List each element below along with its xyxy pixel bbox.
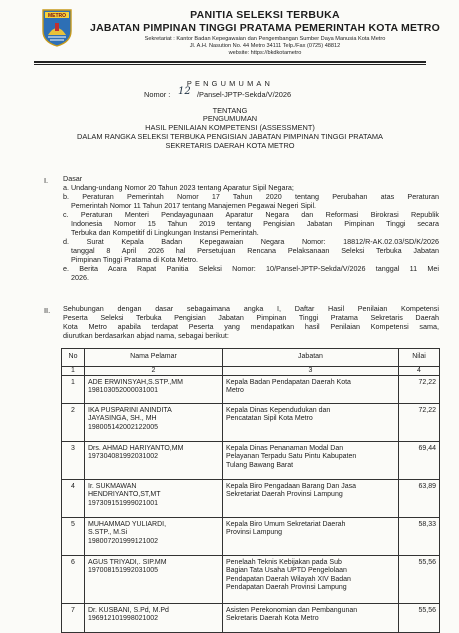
letterhead-address: Jl. A.H. Nasution No. 44 Metro 34111 Telp./Fax (0725) 48812	[189, 43, 341, 49]
candidate-name-cont: HENDRIYANTO,ST,MT	[88, 491, 161, 499]
handwritten-number: 12	[178, 86, 191, 97]
section-2-line1: Sehubungan dengan dasar sebagaimana angka I, Daftar Hasil Penilaian Kompetensi	[63, 304, 439, 313]
table-row	[62, 376, 440, 404]
table-header-row	[62, 349, 440, 367]
row-number: 7	[62, 604, 85, 633]
candidate-cell	[85, 556, 223, 604]
score: 63,89	[399, 480, 440, 518]
table-row	[62, 480, 440, 518]
candidate-nip: 197309151999021001	[88, 499, 159, 507]
position-cell	[223, 604, 399, 633]
row-number: 2	[62, 404, 85, 442]
letterhead-secretariat: Sekretariat : Kantor Badan Kepegawaian dan Pengembangan Sumber Daya Manusia Kota Metro	[144, 36, 386, 42]
table-row	[62, 604, 440, 633]
header-position: Jabatan	[223, 349, 399, 367]
candidate-cell	[85, 604, 223, 633]
header-no: No	[62, 349, 85, 367]
candidate-cell	[85, 442, 223, 480]
letterhead-title: PANITIA SELEKSI TERBUKA	[190, 9, 340, 21]
position-cell	[223, 556, 399, 604]
position-line: Kepala Biro Pengadaan Barang Dan Jasa	[226, 483, 356, 491]
row-number: 1	[62, 376, 85, 404]
position-cell	[223, 518, 399, 556]
position-line: Pendapatan Daerah Wilayah XIV Badan	[226, 575, 351, 583]
candidate-cell	[85, 404, 223, 442]
candidate-name: MUHAMMAD YULIARDI,	[88, 521, 167, 529]
basis-item-a: a. Undang-undang Nomor 20 Tahun 2023 tentang Aparatur Sipil Negara;	[63, 183, 294, 192]
candidate-nip: 198005142002122005	[88, 423, 159, 431]
section-2-line2: Peserta Seleksi Terbuka Pengisian Jabatan Pimpinan Tinggi Pratama Sekretaris Daerah	[63, 313, 439, 322]
title-line-1: PENGUMUMAN	[202, 114, 258, 123]
basis-item-c-line3: Terbuka dan Kompetitif di Lingkungan Instansi Pemerintah.	[71, 228, 259, 237]
score: 55,56	[399, 604, 440, 633]
row-number: 6	[62, 556, 85, 604]
index-4: 4	[399, 367, 440, 376]
score: 58,33	[399, 518, 440, 556]
position-cell	[223, 480, 399, 518]
basis-item-b-line2: Pemerintah Nomor 11 Tahun 2017 tentang Manajemen Pegawai Negeri Sipil.	[71, 201, 317, 210]
letterhead-subtitle: JABATAN PIMPINAN TINGGI PRATAMA PEMERINTAH KOTA METRO	[90, 22, 440, 34]
basis-item-d-line1: d. Surat Kepala Badan Kepegawaian Negara Nomor: 18812/R-AK.02.03/SD/K/2026	[63, 237, 439, 246]
position-line: Bagian Tata Usaha UPTD Pengelolaan	[226, 567, 347, 575]
results-table	[61, 348, 440, 633]
letterhead-rule-thin	[34, 64, 426, 65]
candidate-cell	[85, 376, 223, 404]
candidate-name: Ir. SUKMAWAN	[88, 483, 137, 491]
header-score: Nilai	[399, 349, 440, 367]
candidate-nip: 197008151992031005	[88, 567, 159, 575]
title-line-3: DALAM RANGKA SELEKSI TERBUKA PENGISIAN JABATAN PIMPINAN TINGGI PRATAMA	[77, 132, 383, 141]
index-2: 2	[85, 367, 223, 376]
basis-item-e-line2: 2026.	[71, 273, 89, 282]
letterhead-rule-thick	[34, 61, 426, 63]
candidate-nip: 198007201999121002	[88, 537, 159, 545]
candidate-name-cont: S.STP., M.Si	[88, 529, 128, 537]
candidate-name: Dr. KUSBANI, S.Pd, M.Pd	[88, 607, 169, 615]
position-line: Sekretariat Daerah Provinsi Lampung	[226, 491, 343, 499]
table-row	[62, 442, 440, 480]
about-label: TENTANG	[212, 106, 248, 115]
row-number: 5	[62, 518, 85, 556]
candidate-cell	[85, 480, 223, 518]
position-line: Kepala Dinas Kependudukan dan	[226, 407, 331, 415]
row-number: 3	[62, 442, 85, 480]
logo-text: METRO	[47, 13, 67, 19]
position-line: Provinsi Lampung	[226, 529, 283, 537]
position-line: Asisten Perekonomian dan Pembangunan	[226, 607, 358, 615]
candidate-name: AGUS TRIYADI,. SIP.MM	[88, 559, 167, 567]
city-emblem-logo	[42, 9, 72, 47]
candidate-name: IKA PUSPARINI ANINDITA	[88, 407, 172, 415]
candidate-nip: 198103052000031001	[88, 387, 159, 395]
section-1-number: I.	[44, 176, 49, 185]
score: 55,56	[399, 556, 440, 604]
position-cell	[223, 404, 399, 442]
table-row	[62, 518, 440, 556]
basis-item-d-line2: tanggal 8 April 2026 hal Persetujuan Rencana Pelaksanaan Seleksi Terbuka Jabatan	[71, 246, 439, 255]
table-index-row	[62, 367, 440, 376]
table-row	[62, 404, 440, 442]
number-label: Nomor :	[144, 90, 171, 99]
section-2-number: II.	[44, 306, 51, 315]
score: 72,22	[399, 376, 440, 404]
position-cell	[223, 442, 399, 480]
position-line: Kepala Badan Pendapatan Daerah Kota	[226, 379, 351, 387]
basis-item-c-line2: Indonesia Nomor 15 Tahun 2019 tentang Pengisian Jabatan Pimpinan Tinggi secara	[71, 219, 439, 228]
header-name: Nama Pelamar	[85, 349, 223, 367]
position-cell	[223, 376, 399, 404]
section-2-line3: Kota Metro apabila terdapat Peserta yang mendapatkan hasil Penilaian Kompetensi sama,	[63, 322, 439, 331]
candidate-name: ADE ERWINSYAH,S.STP.,MM	[88, 379, 183, 387]
candidate-name-cont: JAYASINGA, SH., MH	[88, 415, 157, 423]
title-line-2: HASIL PENILAIAN KOMPETENSI (ASSESSMENT)	[145, 123, 315, 132]
row-number: 4	[62, 480, 85, 518]
table-row	[62, 556, 440, 604]
candidate-nip: 197304081992031002	[88, 453, 159, 461]
position-line: Pelayanan Terpadu Satu Pintu Kabupaten	[226, 453, 357, 461]
candidate-nip: 196912101998021002	[88, 615, 159, 623]
letterhead-website: website: https://bkdkotametro	[228, 50, 302, 56]
position-line: Tulang Bawang Barat	[226, 461, 294, 469]
position-line: Kepala Dinas Penanaman Modal Dan	[226, 445, 344, 453]
title-line-4: SEKRETARIS DAERAH KOTA METRO	[165, 141, 295, 150]
basis-item-d-line3: Pimpinan Tinggi Pratama di Kota Metro.	[71, 255, 199, 264]
section-2-line4: diurutkan berdasarkan abjad nama, sebagai berikut:	[63, 331, 229, 340]
index-1: 1	[62, 367, 85, 376]
position-line: Pendapatan Daerah Provinsi Lampung	[226, 583, 347, 591]
index-3: 3	[223, 367, 399, 376]
candidate-cell	[85, 518, 223, 556]
section-1-label: Dasar	[63, 174, 83, 183]
basis-item-b-line1: b. Peraturan Pemerintah Nomor 17 Tahun 2020 tentang Perubahan atas Peraturan	[63, 192, 439, 201]
position-line: Penelaah Teknis Kebijakan pada Sub	[226, 559, 342, 567]
position-line: Sekretaris Daerah Kota Metro	[226, 615, 319, 623]
position-line: Pencatatan Sipil Kota Metro	[226, 415, 313, 423]
score: 72,22	[399, 404, 440, 442]
position-line: Kepala Biro Umum Sekretariat Daerah	[226, 521, 346, 529]
basis-item-c-line1: c. Peraturan Menteri Pendayagunaan Aparatur Negara dan Reformasi Birokrasi Republik	[63, 210, 439, 219]
number-suffix: /Pansel-JPTP-Sekda/V/2026	[197, 90, 292, 99]
announcement-label: PENGUMUMAN	[186, 79, 274, 88]
position-line: Metro	[226, 387, 244, 395]
basis-item-e-line1: e. Berita Acara Rapat Panitia Seleksi Nomor: 10/Pansel-JPTP-Sekda/V/2026 tanggal 11 Mei	[63, 264, 439, 273]
candidate-name: Drs. AHMAD HARIYANTO,MM	[88, 445, 184, 453]
score: 69,44	[399, 442, 440, 480]
